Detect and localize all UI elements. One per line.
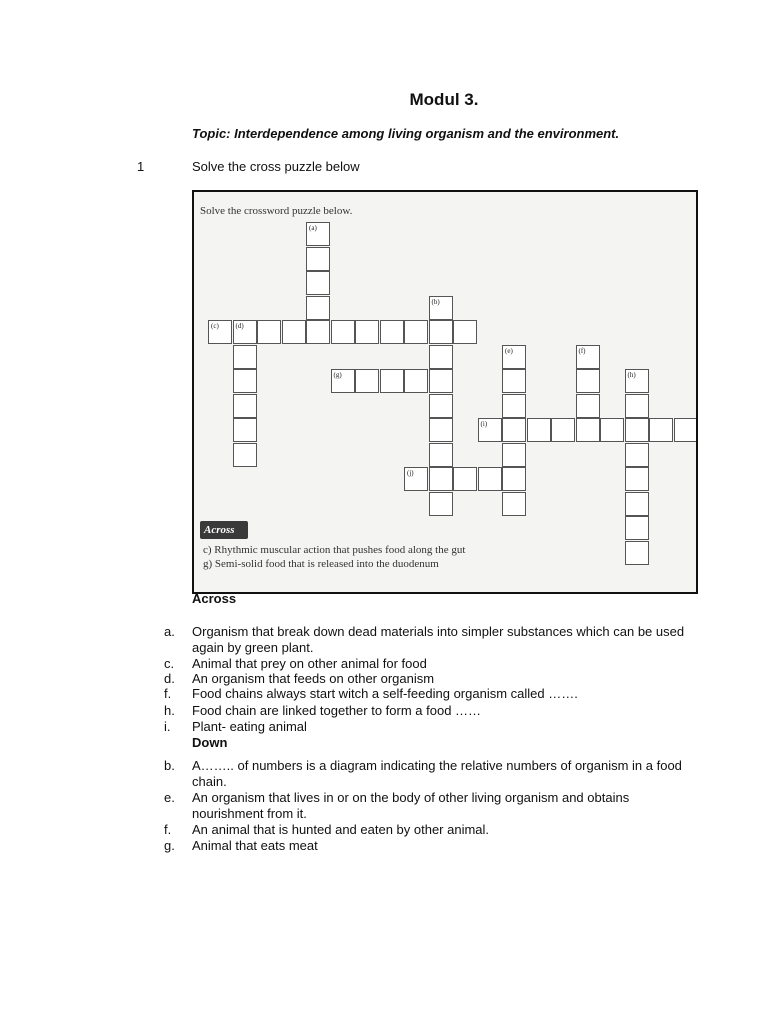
crossword-cell bbox=[306, 296, 330, 320]
crossword-cell bbox=[502, 418, 526, 442]
clue-text: Food chain are linked together to form a food …… bbox=[192, 703, 482, 718]
crossword-cell bbox=[355, 320, 379, 344]
clue-letter: b. bbox=[164, 758, 175, 773]
crossword-cell bbox=[625, 443, 649, 467]
crossword-cell bbox=[233, 443, 257, 467]
crossword-cell bbox=[625, 369, 649, 393]
crossword-cell bbox=[429, 418, 453, 442]
crossword-cell-label: (g) bbox=[333, 371, 342, 379]
page-title: Modul 3. bbox=[409, 90, 479, 109]
crossword-cell bbox=[576, 418, 600, 442]
crossword-cell bbox=[527, 418, 551, 442]
crossword-cell bbox=[625, 394, 649, 418]
crossword-cell bbox=[478, 467, 502, 491]
clue-text: A…….. of numbers is a diagram indicating the relative numbers of organism in a food chain. bbox=[192, 758, 682, 789]
crossword-cell-label: (h) bbox=[627, 371, 636, 379]
crossword-cell bbox=[502, 492, 526, 516]
puzzle-clue: g) Semi-solid food that is released into the duodenum bbox=[203, 558, 439, 570]
crossword-cell bbox=[306, 222, 330, 246]
crossword-cell bbox=[208, 320, 232, 344]
crossword-cell bbox=[453, 467, 477, 491]
puzzle-clue: c) Rhythmic muscular action that pushes food along the gut bbox=[203, 544, 466, 556]
crossword-cell bbox=[380, 369, 404, 393]
clue-letter: a. bbox=[164, 624, 175, 639]
crossword-cell bbox=[306, 320, 330, 344]
crossword-cell bbox=[429, 492, 453, 516]
clue-letter: c. bbox=[164, 656, 175, 671]
across-heading: Across bbox=[192, 591, 237, 606]
crossword-cell bbox=[404, 320, 428, 344]
clue-text: Food chains always start witch a self-feeding organism called ……. bbox=[192, 686, 578, 701]
crossword-cell-label: (i) bbox=[480, 420, 488, 428]
crossword-cell bbox=[576, 345, 600, 369]
crossword-cell bbox=[429, 320, 453, 344]
clue-letter: f. bbox=[164, 822, 172, 837]
clue-letter: i. bbox=[164, 719, 171, 734]
crossword-cell bbox=[331, 369, 355, 393]
crossword-cell-label: (d) bbox=[235, 322, 244, 330]
crossword-cell bbox=[649, 418, 673, 442]
crossword-cell bbox=[355, 369, 379, 393]
crossword-cell bbox=[551, 418, 575, 442]
crossword-cell bbox=[257, 320, 281, 344]
crossword-cell bbox=[502, 467, 526, 491]
clue-text: Plant- eating animal bbox=[192, 719, 307, 734]
crossword-cell bbox=[478, 418, 502, 442]
topic-heading: Topic: Interdependence among living organism and the environment. bbox=[192, 126, 620, 141]
crossword-cell bbox=[625, 467, 649, 491]
question-text: Solve the cross puzzle below bbox=[192, 159, 360, 174]
clue-text: Animal that prey on other animal for food bbox=[192, 656, 427, 671]
crossword-cell bbox=[429, 467, 453, 491]
clue-text: An organism that lives in or on the body of other living organism and obtains nourishment from it. bbox=[192, 790, 630, 821]
crossword-cell bbox=[600, 418, 624, 442]
puzzle-across-tag: Across bbox=[200, 521, 248, 539]
crossword-cell bbox=[576, 369, 600, 393]
crossword-cell bbox=[404, 369, 428, 393]
crossword-cell bbox=[380, 320, 404, 344]
crossword-cell bbox=[331, 320, 355, 344]
crossword-cell bbox=[429, 345, 453, 369]
clue-text: Organism that break down dead materials into simpler substances which can be used again by green plant. bbox=[192, 624, 685, 655]
crossword-cell bbox=[429, 443, 453, 467]
crossword-cell bbox=[306, 271, 330, 295]
crossword-cell bbox=[233, 418, 257, 442]
clue-text: Animal that eats meat bbox=[192, 838, 318, 853]
crossword-cell bbox=[502, 394, 526, 418]
crossword-cell bbox=[625, 516, 649, 540]
crossword-cell-label: (a) bbox=[309, 224, 317, 232]
crossword-cell bbox=[502, 443, 526, 467]
crossword-cell bbox=[429, 394, 453, 418]
clue-text: An organism that feeds on other organism bbox=[192, 671, 435, 686]
crossword-cell bbox=[404, 467, 428, 491]
crossword-cell bbox=[429, 296, 453, 320]
crossword-cell-label: (f) bbox=[578, 346, 586, 355]
crossword-cell bbox=[674, 418, 698, 442]
crossword-cell bbox=[625, 541, 649, 565]
crossword-cell-label: (b) bbox=[431, 297, 440, 306]
crossword-cell bbox=[429, 369, 453, 393]
clue-text: An animal that is hunted and eaten by other animal. bbox=[192, 822, 490, 837]
down-heading: Down bbox=[192, 735, 228, 750]
crossword-cell-label: (c) bbox=[211, 322, 219, 330]
puzzle-instruction: Solve the crossword puzzle below. bbox=[200, 205, 353, 217]
crossword-cell bbox=[502, 369, 526, 393]
crossword-cell bbox=[625, 492, 649, 516]
crossword-cell bbox=[625, 418, 649, 442]
crossword-cell bbox=[233, 369, 257, 393]
crossword-cell bbox=[233, 345, 257, 369]
crossword-cell bbox=[282, 320, 306, 344]
question-number: 1 bbox=[137, 159, 145, 174]
crossword-cell bbox=[502, 345, 526, 369]
crossword-cell bbox=[233, 394, 257, 418]
crossword-cell bbox=[576, 394, 600, 418]
crossword-cell-label: (j) bbox=[407, 469, 414, 477]
crossword-image bbox=[192, 190, 698, 594]
clue-letter: d. bbox=[164, 671, 175, 686]
crossword-cell-label: (e) bbox=[505, 346, 513, 355]
clue-letter: f. bbox=[164, 686, 172, 701]
clue-letter: h. bbox=[164, 703, 175, 718]
crossword-cell bbox=[306, 247, 330, 271]
clue-letter: e. bbox=[164, 790, 175, 805]
crossword-cell bbox=[453, 320, 477, 344]
crossword-cell bbox=[233, 320, 257, 344]
clue-letter: g. bbox=[164, 838, 175, 853]
